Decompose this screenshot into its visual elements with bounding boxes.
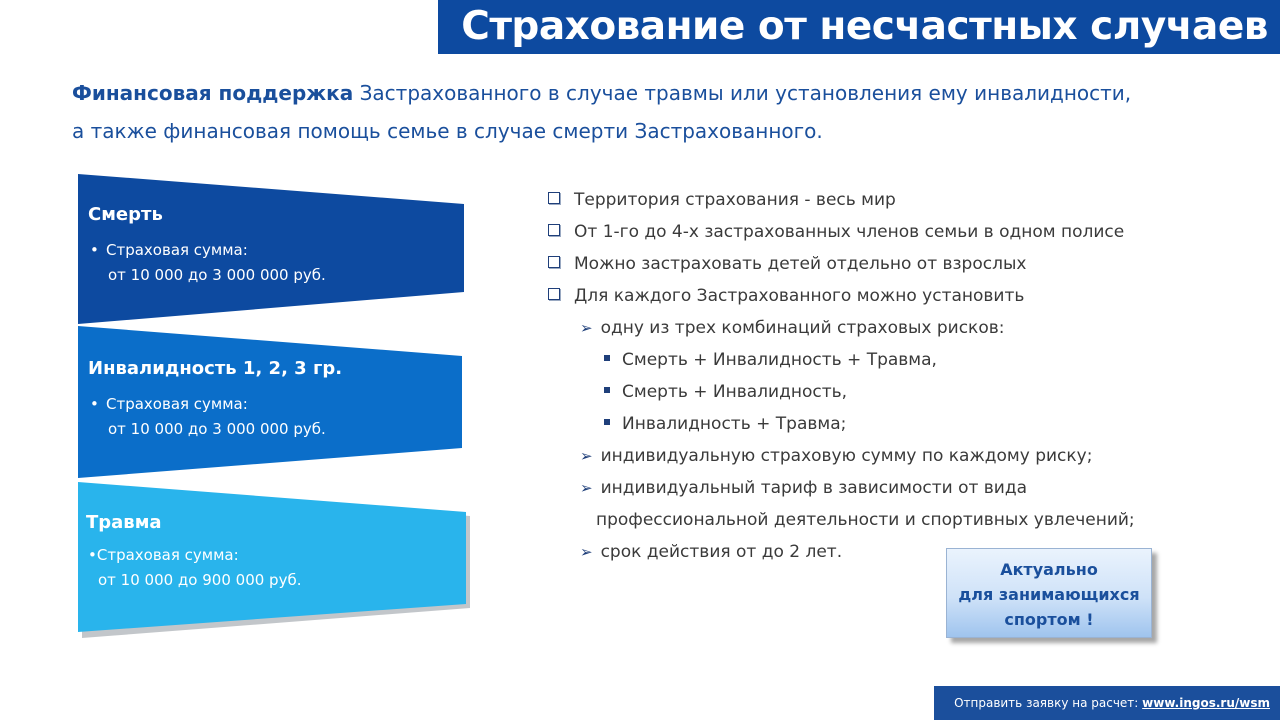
list-item <box>548 248 1026 280</box>
option-text: индивидуальную страховую сумму по каждому риску; <box>600 446 1093 466</box>
intro-line-2: а также финансовая помощь семье в случае смерти Застрахованного. <box>72 119 823 143</box>
list-item-text: Можно застраховать детей отдельно от взрослых <box>574 254 1027 274</box>
card-injury <box>78 482 470 634</box>
bullet-dot: • <box>90 241 99 259</box>
badge-line-1: Актуально <box>1000 560 1098 579</box>
list-item-text: От 1-го до 4-х застрахованных членов семьи в одном полисе <box>574 222 1125 242</box>
checkbox-icon <box>548 224 560 236</box>
square-bullet-icon <box>604 419 610 425</box>
option-item <box>580 472 1027 504</box>
combination-item <box>604 408 846 440</box>
card-disability-title: Инвалидность 1, 2, 3 гр. <box>88 358 343 379</box>
bullet-dot: • <box>88 546 97 564</box>
square-bullet-icon <box>604 387 610 393</box>
footer-text: Отправить заявку на расчет: <box>954 696 1139 710</box>
option-text: индивидуальный тариф в зависимости от вида <box>600 478 1028 498</box>
card-disability <box>78 326 466 478</box>
list-item-text: Территория страхования - весь мир <box>574 190 896 210</box>
combination-text: Инвалидность + Травма; <box>622 414 847 434</box>
arrow-icon: ➢ <box>580 319 593 337</box>
card-death <box>78 174 466 324</box>
card-death-sum: от 10 000 до 3 000 000 руб. <box>108 266 326 284</box>
card-disability-bullet-label: Страховая сумма: <box>106 395 248 413</box>
title-bar <box>438 0 1280 54</box>
card-death-bullet-label: Страховая сумма: <box>106 241 248 259</box>
checkbox-icon <box>548 288 560 300</box>
list-item <box>548 216 1124 248</box>
option-text: срок действия от до 2 лет. <box>600 542 843 562</box>
card-disability-bullet <box>90 392 326 442</box>
combination-item <box>604 376 847 408</box>
option-text: одну из трех комбинаций страховых рисков: <box>600 318 1005 338</box>
intro-line-1-rest: Застрахованного в случае травмы или установления ему инвалидности, <box>353 81 1132 105</box>
card-disability-sum: от 10 000 до 3 000 000 руб. <box>108 420 326 438</box>
card-injury-bullet <box>88 543 301 593</box>
arrow-icon: ➢ <box>580 479 593 497</box>
square-bullet-icon <box>604 355 610 361</box>
combination-text: Смерть + Инвалидность, <box>622 382 848 402</box>
card-injury-sum: от 10 000 до 900 000 руб. <box>98 571 302 589</box>
list-item <box>548 184 896 216</box>
intro-line-1 <box>72 74 1212 112</box>
checkbox-icon <box>548 192 560 204</box>
arrow-icon: ➢ <box>580 447 593 465</box>
card-death-title: Смерть <box>88 204 163 225</box>
option-item <box>580 440 1092 472</box>
footer-link[interactable]: www.ingos.ru/wsm <box>1142 696 1270 710</box>
option-item <box>580 312 1004 344</box>
card-injury-bullet-label: Страховая сумма: <box>96 546 239 564</box>
intro-bold: Финансовая поддержка <box>72 81 354 105</box>
sport-badge <box>946 548 1152 638</box>
arrow-icon: ➢ <box>580 543 593 561</box>
checkbox-icon <box>548 256 560 268</box>
card-injury-title: Травма <box>86 512 162 533</box>
option-continuation: профессиональной деятельности и спортивных увлечений; <box>596 510 1135 530</box>
list-item <box>548 280 1024 312</box>
footer-bar <box>934 686 1280 720</box>
page-title: Страхование от несчастных случаев <box>461 4 1268 49</box>
badge-line-2: для занимающихся <box>958 585 1140 604</box>
combination-item <box>604 344 937 376</box>
card-death-bullet <box>90 238 326 288</box>
list-item-text: Для каждого Застрахованного можно установить <box>574 286 1025 306</box>
combination-text: Смерть + Инвалидность + Травма, <box>622 350 937 370</box>
intro-text <box>72 74 1212 150</box>
bullet-dot: • <box>90 395 99 413</box>
badge-line-3: спортом ! <box>1004 610 1094 629</box>
option-item <box>580 536 842 568</box>
